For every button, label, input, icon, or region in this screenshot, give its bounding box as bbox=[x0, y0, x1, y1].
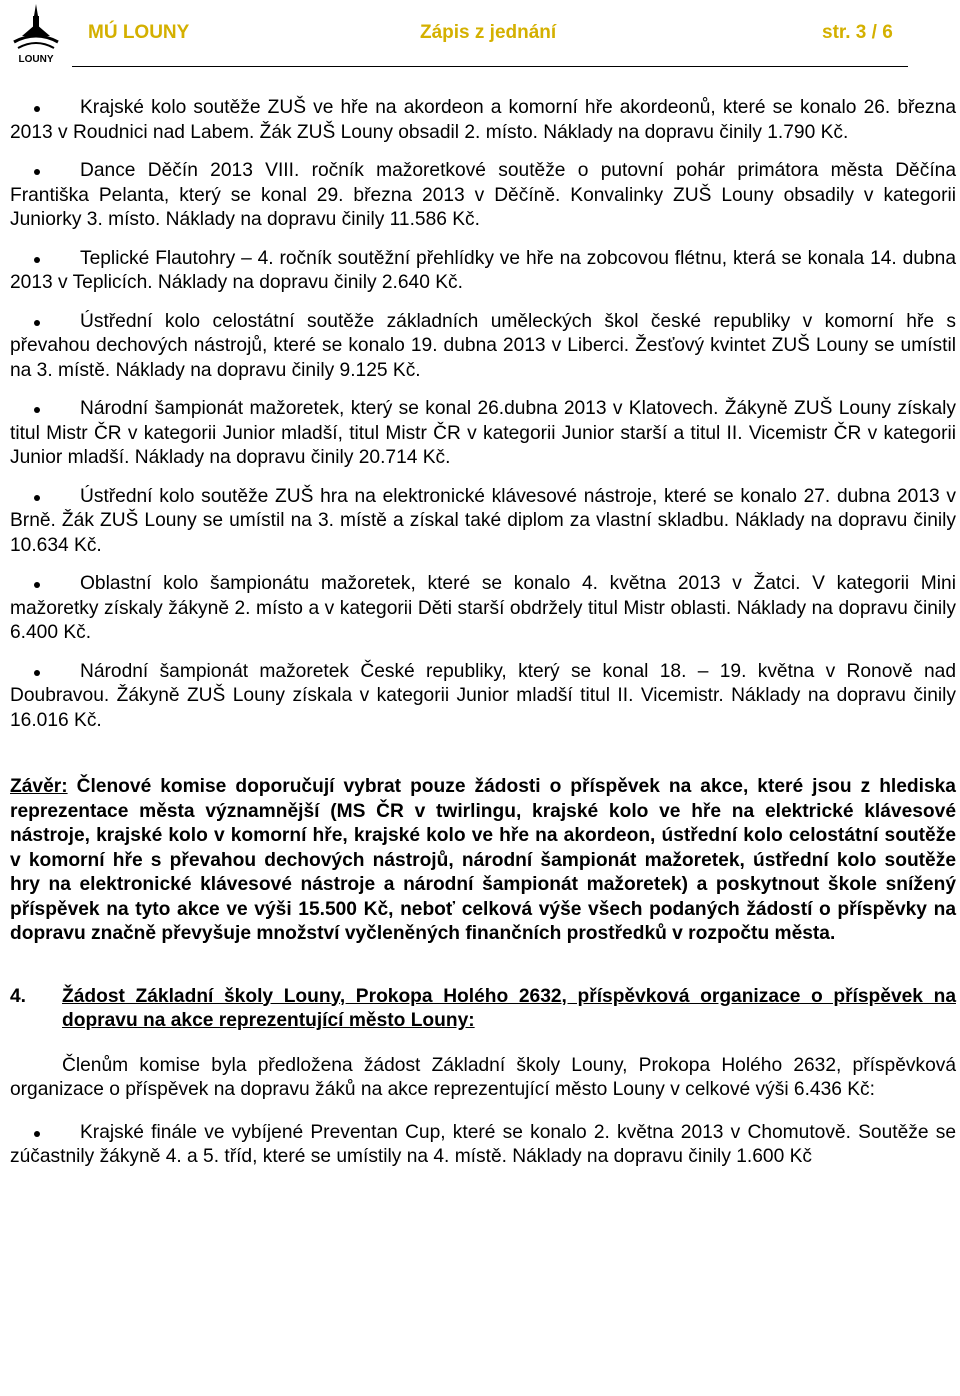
document-body bbox=[10, 96, 956, 1184]
list-item-text: Teplické Flautohry – 4. ročník soutěžní přehlídky ve hře na zobcovou flétnu, která se konala 14. dubna 2013 v Teplicích. Náklady na dopravu činily 2.640 Kč. bbox=[10, 247, 956, 293]
section-number: 4. bbox=[10, 985, 27, 1007]
bullet-icon bbox=[34, 106, 40, 112]
louny-logo-icon bbox=[8, 2, 64, 66]
list-item-text: Národní šampionát mažoretek, který se konal 26.dubna 2013 v Klatovech. Žákyně ZUŠ Louny získaly titul Mistr ČR v kategorii Junior mladší, titul Mistr ČR v kategorii Junior starší a titul II. Vicemistr ČR v kategorii Junior mladší. Náklady na dopravu činily 20.714 Kč. bbox=[10, 398, 956, 468]
list-item-text: Ústřední kolo celostátní soutěže základních uměleckých škol české republiky v komorní hře s převahou dechových nástrojů, které se konalo 19. dubna 2013 v Liberci. Žesťový kvintet ZUŠ Louny se umístil na 3. místě. Náklady na dopravu činily 9.125 Kč. bbox=[10, 310, 956, 381]
section-heading bbox=[10, 985, 956, 1034]
conclusion-text: Členové komise doporučují vybrat pouze žádosti o příspěvek na akce, které jsou z hlediska reprezentace města významnější (MS ČR v twirlingu, krajské kolo ve hře na elektrické klávesové nástroje, krajské kolo v komorní hře, krajské kolo ve hře na akordeon, ústřední kolo celostátní soutěže v komorní hře s převahou dechových nástrojů, národní šampionát mažoretek, ústřední kolo soutěže hry na elektronické klávesové nástroje a národní šampionát mažoretek) a poskytnout škole snížený příspěvek na tyto akce ve výši 15.500 Kč, neboť celková výše všech podaných žádostí o příspěvky na dopravu značně převyšuje množství vyčleněných finančních prostředků v rozpočtu města. bbox=[10, 776, 956, 944]
list-item-text: Ústřední kolo soutěže ZUŠ hra na elektronické klávesové nástroje, které se konalo 27. dubna 2013 v Brně. Žák ZUŠ Louny se umístil na 3. místě a získal také diplom za vlastní skladbu. Náklady na dopravu činily 10.634 Kč. bbox=[10, 485, 956, 556]
list-item bbox=[10, 96, 956, 145]
list-item-text: Oblastní kolo šampionátu mažoretek, které se konalo 4. května 2013 v Žatci. V kategorii Mini mažoretky získaly žákyně 2. místo a v kategorii Děti starší obdržely titul Mistr oblasti. Náklady na dopravu činily 6.400 Kč. bbox=[10, 573, 956, 643]
bullet-icon bbox=[34, 582, 40, 588]
list-item-text: Dance Děčín 2013 VIII. ročník mažoretkové soutěže o putovní pohár primátora města Děčína Františka Pelanta, který se konal 29. března 2013 v Děčíně. Konvalinky ZUŠ Louny obsadily v kategorii Juniorky 3. místo. Náklady na dopravu činily 11.586 Kč. bbox=[10, 160, 956, 230]
bullet-icon bbox=[34, 320, 40, 326]
section-paragraph: Členům komise byla předložena žádost Základní školy Louny, Prokopa Holého 2632, příspěvková organizace o příspěvek na dopravu žáků na akce reprezentující město Louny v celkové výši 6.436 Kč: bbox=[10, 1054, 956, 1100]
list-item bbox=[10, 1121, 956, 1170]
bullet-icon bbox=[34, 169, 40, 175]
list-item bbox=[10, 485, 956, 559]
bullet-icon bbox=[34, 495, 40, 501]
list-item-text: Národní šampionát mažoretek České republiky, který se konal 18. – 19. května v Ronově nad Doubravou. Žákyně ZUŠ Louny získala v kategorii Junior mladší titul II. Vicemistr. Náklady na dopravu činily 16.016 Kč. bbox=[10, 660, 956, 731]
list-item bbox=[10, 310, 956, 384]
list-item-text: Krajské finále ve vybíjené Preventan Cup, které se konalo 2. května 2013 v Chomutově. Soutěže se zúčastnily žákyně 4. a 5. tříd, které se umístily na 4. místě. Náklady na dopravu činily 1.600 Kč bbox=[10, 1121, 956, 1167]
conclusion-paragraph bbox=[10, 775, 956, 947]
bullet-icon bbox=[34, 257, 40, 263]
list-item bbox=[10, 397, 956, 471]
list-item bbox=[10, 159, 956, 233]
list-item bbox=[10, 247, 956, 296]
bullet-icon bbox=[34, 670, 40, 676]
list-item bbox=[10, 660, 956, 734]
section-title: Žádost Základní školy Louny, Prokopa Holého 2632, příspěvková organizace o příspěvek na dopravu na akce reprezentující město Louny: bbox=[62, 985, 956, 1031]
header-title: Zápis z jednání bbox=[420, 22, 557, 43]
header-page-number: str. 3 / 6 bbox=[822, 22, 893, 43]
bullet-icon bbox=[34, 1131, 40, 1137]
svg-text:LOUNY: LOUNY bbox=[18, 54, 54, 65]
header-divider bbox=[72, 66, 908, 67]
list-item bbox=[10, 572, 956, 646]
list-item-text: Krajské kolo soutěže ZUŠ ve hře na akordeon a komorní hře akordeonů, které se konalo 26. března 2013 v Roudnici nad Labem. Žák ZUŠ Louny obsadil 2. místo. Náklady na dopravu činily 1.790 Kč. bbox=[10, 97, 956, 143]
bullet-icon bbox=[34, 407, 40, 413]
page-header bbox=[0, 0, 960, 70]
header-org: MÚ LOUNY bbox=[88, 22, 190, 43]
conclusion-label: Závěr: bbox=[10, 776, 68, 797]
